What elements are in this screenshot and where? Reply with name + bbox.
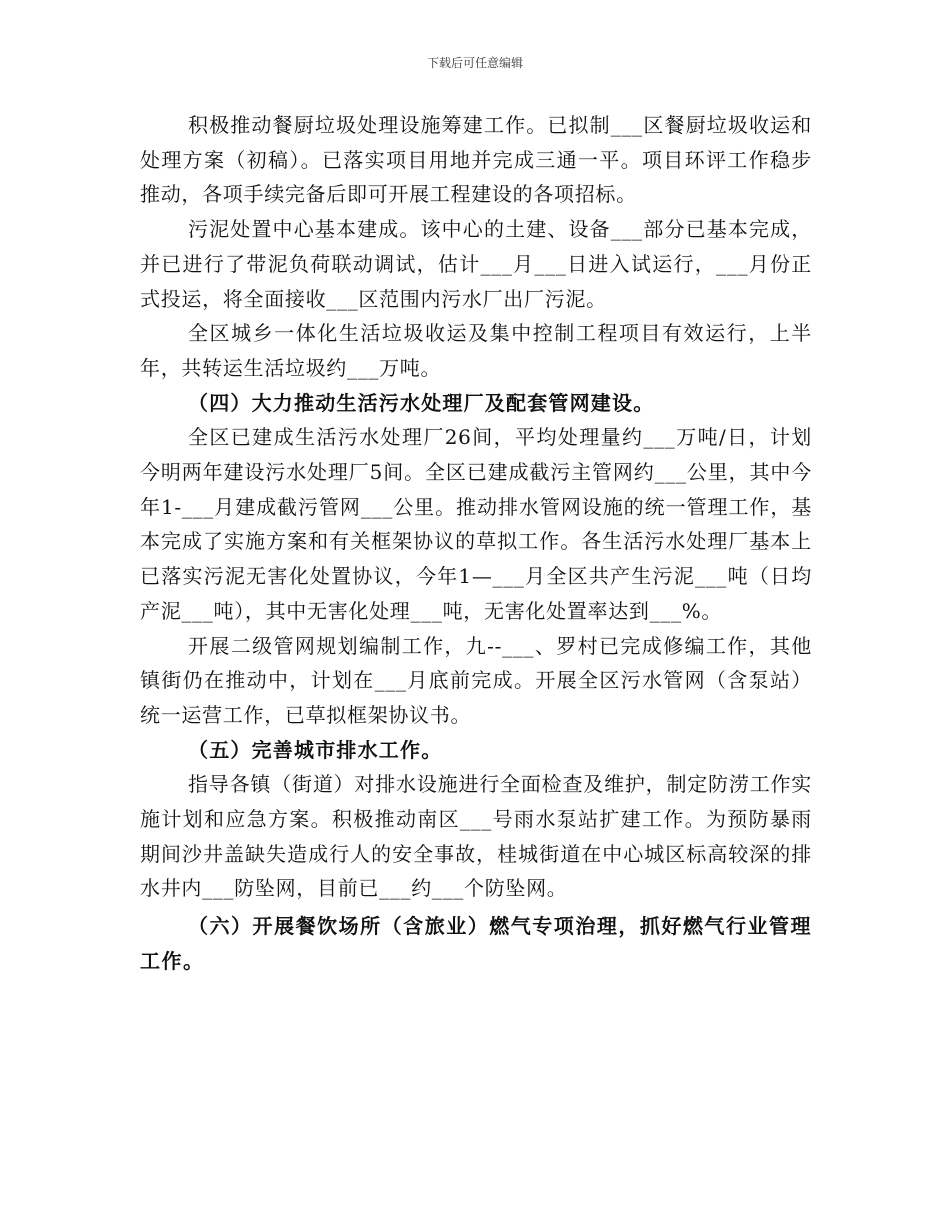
document-body: [140, 108, 812, 979]
page-header: 下载后可任意编辑: [426, 56, 523, 70]
paragraph-sewage-plants: 全区已建成生活污水处理厂26间，平均处理量约___万吨/日，计划今明两年建设污水处理厂5间。全区已建成截污主管网约___公里，其中今年1-___月建成截污管网___公里。推动排水管网设施的统一管理工作，基本完成了实施方案和有关框架协议的草拟工作。各生活污水处理厂基本上已落实污泥无害化处置协议，今年1—___月全区共产生污泥___吨（日均产泥___吨），其中无害化处理___吨，无害化处置率达到___%。: [140, 425, 812, 623]
paragraph-garbage-transfer: 全区城乡一体化生活垃圾收运及集中控制工程项目有效运行，上半年，共转运生活垃圾约___万吨。: [140, 321, 812, 380]
paragraph-sludge-center: 污泥处置中心基本建成。该中心的土建、设备___部分已基本完成，并已进行了带泥负荷联动调试，估计___月___日进入试运行，___月份正式投运，将全面接收___区范围内污水厂出厂污泥。: [140, 217, 812, 311]
paragraph-kitchen-waste: 积极推动餐厨垃圾处理设施筹建工作。已拟制___区餐厨垃圾收运和处理方案（初稿）。已落实项目用地并完成三通一平。项目环评工作稳步推动，各项手续完备后即可开展工程建设的各项招标。: [140, 113, 812, 207]
paragraph-secondary-network: 开展二级管网规划编制工作，九--___、罗村已完成修编工作，其他镇街仍在推动中，计划在___月底前完成。开展全区污水管网（含泵站）统一运营工作，已草拟框架协议书。: [140, 633, 812, 727]
paragraph-drainage: 指导各镇（街道）对排水设施进行全面检查及维护，制定防涝工作实施计划和应急方案。积极推动南区___号雨水泵站扩建工作。为预防暴雨期间沙井盖缺失造成行人的安全事故，桂城街道在中心城区标高较深的排水井内___防坠网，目前已___约___个防坠网。: [140, 772, 812, 901]
section-heading-5: （五）完善城市排水工作。: [188, 737, 443, 762]
section-heading-4: （四）大力推动生活污水处理厂及配套管网建设。: [188, 390, 655, 415]
section-heading-6: （六）开展餐饮场所（含旅业）燃气专项治理，抓好燃气行业管理工作。: [140, 914, 812, 973]
